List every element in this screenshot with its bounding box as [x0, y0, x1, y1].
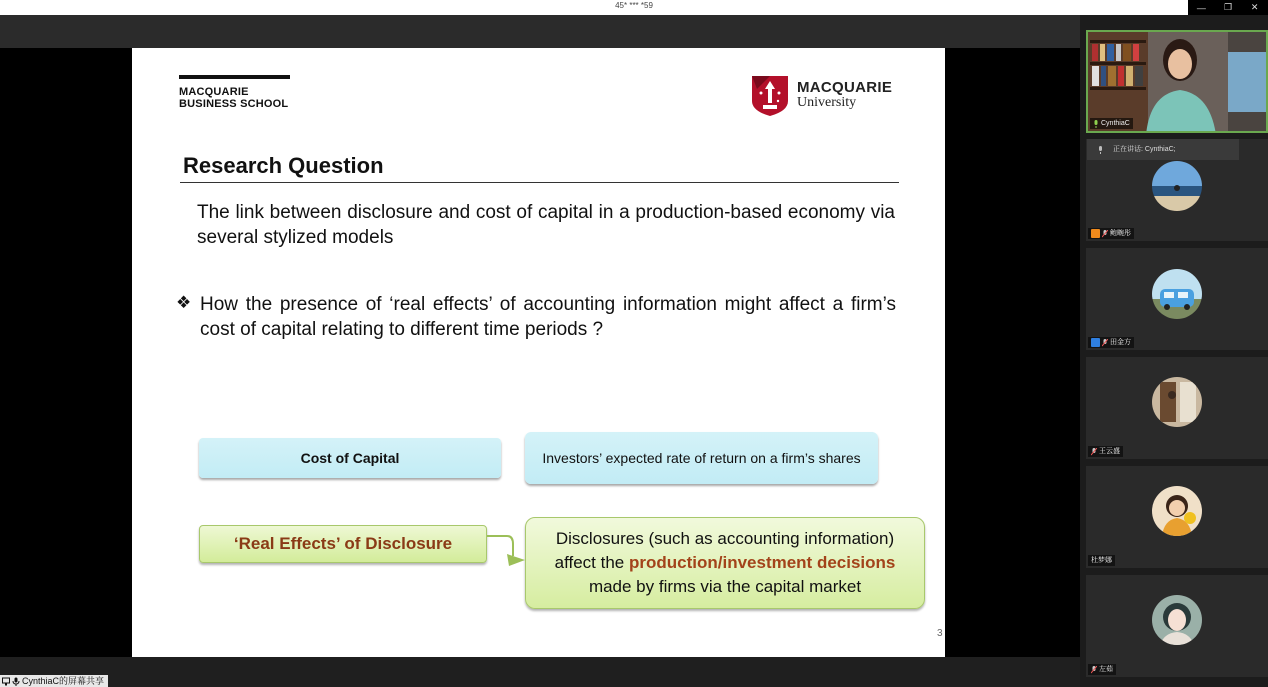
host-video-tile[interactable] — [1086, 30, 1268, 133]
screen-share-label — [0, 675, 108, 687]
real-effects-box: ‘Real Effects’ of Disclosure — [199, 525, 487, 563]
participant-tile-2[interactable] — [1086, 248, 1268, 350]
bullet-text: How the presence of ‘real effects’ of accounting information might affect a firm’s cost of capital relating to different time periods ? — [200, 294, 896, 340]
disclosures-highlight: production/investment decisions — [628, 553, 896, 572]
disclosures-line2 — [555, 551, 896, 575]
screen-share-icon — [2, 677, 10, 686]
slide-title: Research Question — [183, 153, 384, 178]
participant-name-label — [1088, 228, 1134, 239]
slide-bullet — [176, 292, 896, 342]
screen-share-text: CynthiaC的屏幕共享 — [22, 676, 105, 686]
participant-name-label — [1088, 446, 1123, 457]
participant-name-label — [1088, 664, 1116, 675]
university-logo-line1: MACQUARIE — [797, 79, 893, 96]
university-logo-line2: University — [797, 95, 857, 110]
user-badge-icon — [1091, 229, 1100, 238]
business-school-logo-bar — [179, 75, 290, 79]
window-title: 45* *** *59 — [615, 1, 653, 10]
presentation-slide — [132, 48, 945, 657]
host-name-label — [1090, 118, 1133, 129]
title-bar — [0, 0, 1268, 15]
arrow-right-icon — [487, 532, 527, 568]
participant-tile-3[interactable] — [1086, 357, 1268, 459]
speaking-indicator: 正在讲话: CynthiaC; — [1087, 139, 1239, 160]
cost-of-capital-box: Cost of Capital — [199, 438, 501, 478]
cost-of-capital-definition-box: Investors’ expected rate of return on a firm’s shares — [525, 432, 878, 484]
participant-name: 杜梦娜 — [1091, 557, 1112, 564]
close-button[interactable]: ✕ — [1250, 2, 1259, 12]
participant-name: 田金方 — [1110, 339, 1131, 346]
participant-name-label — [1088, 555, 1115, 566]
bottom-band — [0, 657, 1080, 687]
host-name: CynthiaC — [1101, 120, 1130, 127]
doorway-photo — [1152, 377, 1202, 427]
beach-photo — [1152, 161, 1202, 211]
title-underline — [180, 182, 899, 183]
participant-name: 王云盛 — [1099, 448, 1120, 455]
avatar — [1152, 595, 1202, 645]
microphone-muted-icon — [1091, 666, 1097, 674]
anime-photo — [1152, 595, 1202, 645]
avatar — [1152, 377, 1202, 427]
microphone-muted-icon — [1102, 339, 1108, 347]
van-photo — [1152, 269, 1202, 319]
participant-name: 鲍畹彤 — [1110, 230, 1131, 237]
disclosures-line2-prefix: affect the — [554, 553, 629, 572]
restore-button[interactable]: ❐ — [1223, 2, 1233, 12]
disclosures-line1: Disclosures (such as accounting information) — [555, 529, 895, 548]
window-controls — [1188, 0, 1268, 15]
macquarie-shield-icon — [751, 75, 789, 117]
avatar — [1152, 486, 1202, 536]
disclosures-line3: made by firms via the capital market — [588, 577, 862, 596]
disclosures-box — [525, 517, 925, 609]
participant-tile-5[interactable] — [1086, 575, 1268, 677]
microphone-icon — [1093, 120, 1099, 128]
avatar — [1152, 161, 1202, 211]
participants-panel — [1080, 15, 1268, 687]
microphone-muted-icon — [1091, 448, 1097, 456]
macquarie-university-logo — [751, 75, 892, 117]
user-badge-icon — [1091, 338, 1100, 347]
avatar — [1152, 269, 1202, 319]
participant-tile-4[interactable] — [1086, 466, 1268, 568]
participant-name-label — [1088, 337, 1134, 348]
slide-paragraph: The link between disclosure and cost of capital in a production-based economy via several stylized models — [197, 202, 895, 248]
microphone-icon — [12, 677, 20, 686]
girl-photo — [1152, 486, 1202, 536]
slide-page-number: 3 — [937, 628, 943, 639]
microphone-muted-icon — [1102, 230, 1108, 238]
business-school-logo: MACQUARIE BUSINESS SCHOOL — [179, 86, 289, 110]
participant-name: 左茹 — [1099, 666, 1113, 673]
minimize-button[interactable]: — — [1196, 2, 1206, 13]
top-toolbar-band — [0, 15, 1080, 48]
speaker-microphone-icon — [1097, 146, 1104, 154]
diamond-bullet-icon: ❖ — [176, 293, 192, 312]
